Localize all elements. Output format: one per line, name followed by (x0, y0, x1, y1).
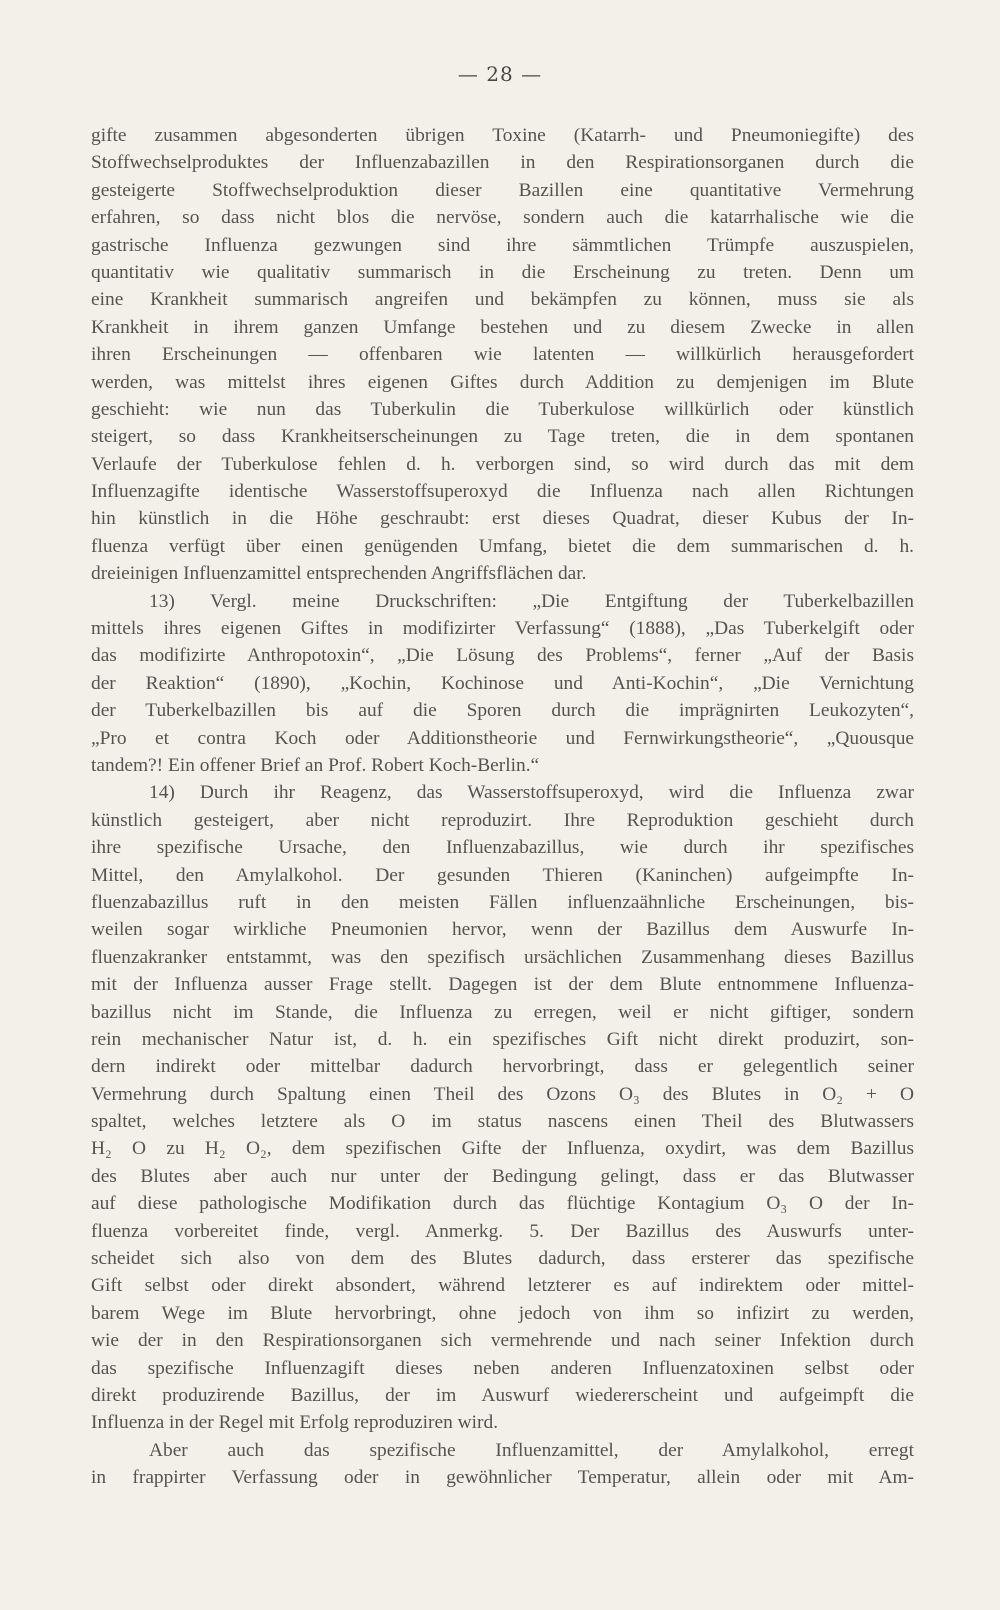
text-line: gifte zusammen abgesonderten übrigen Toxine (Katarrh- und Pneumoniegifte) des (91, 125, 914, 146)
text-line: bazillus nicht im Stande, die Influenza zu erregen, weil er nicht giftiger, sondern (91, 1001, 914, 1023)
text-line: in frappirter Verfassung oder in gewöhnlicher Temperatur, allein oder mit Am- (91, 1467, 914, 1489)
text-line: werden, was mittelst ihres eigenen Giftes durch Addition zu demjenigen im Blute (91, 371, 914, 393)
page-number: — 28 — (457, 62, 543, 86)
text-line: auf diese pathologische Modifikation durch das flüchtige Kontagium O₃ O der In- (91, 1193, 914, 1215)
text-line: künstlich gesteigert, aber nicht reproduzirt. Ihre Reproduktion geschieht durch (91, 809, 914, 831)
text-line: Aber auch das spezifische Influenzamittel, der Amylalkohol, erregt (149, 1439, 914, 1461)
text-line: der Tuberkelbazillen bis auf die Sporen durch die imprägnirten Leukozyten“, (91, 700, 914, 722)
text-line: dreieinigen Influenzamittel entsprechenden Angriffsflächen dar. (91, 563, 587, 585)
text-line: gesteigerte Stoffwechselproduktion dieser Bazillen eine quantitative Vermehrung (91, 179, 914, 201)
body-text (91, 122, 914, 1492)
text-line: der Reaktion“ (1890), „Kochin, Kochinose und Anti-Kochin“, „Die Vernichtung (91, 672, 914, 694)
text-line: Krankheit in ihrem ganzen Umfange bestehen und zu diesem Zwecke in allen (91, 316, 914, 338)
text-line: Gift selbst oder direkt absondert, während letzterer es auf indirektem oder mittel- (91, 1275, 914, 1297)
text-line: H₂ O zu H₂ O₂, dem spezifischen Gifte der Influenza, oxydirt, was dem Bazillus (91, 1138, 914, 1160)
text-line: 13) Vergl. meine Druckschriften: „Die Entgiftung der Tuberkelbazillen (149, 590, 914, 612)
text-line: spaltet, welches letztere als O im status nascens einen Theil des Blutwassers (91, 1111, 914, 1133)
text-line: eine Krankheit summarisch angreifen und bekämpfen zu können, muss sie als (91, 289, 914, 311)
text-line: dern indirekt oder mittelbar dadurch hervorbringt, dass er gelegentlich seiner (91, 1056, 914, 1078)
text-line: weilen sogar wirkliche Pneumonien hervor, wenn der Bazillus dem Auswurfe In- (91, 919, 914, 941)
text-line: geschieht: wie nun das Tuberkulin die Tuberkulose willkürlich oder künstlich (91, 398, 914, 420)
text-line: quantitativ wie qualitativ summarisch in die Erscheinung zu treten. Denn um (91, 261, 914, 283)
text-line: „Pro et contra Koch oder Additionstheorie und Fernwirkungstheorie“, „Quousque (91, 727, 914, 749)
text-line: rein mechanischer Natur ist, d. h. ein spezifisches Gift nicht direkt produzirt, son- (91, 1028, 914, 1050)
text-line: tandem?! Ein offener Brief an Prof. Robert Koch-Berlin.“ (91, 754, 540, 776)
text-line: Vermehrung durch Spaltung einen Theil des Ozons O₃ des Blutes in O₂ + O (91, 1083, 914, 1105)
text-line: das spezifische Influenzagift dieses neben anderen Influenzatoxinen selbst oder (91, 1357, 914, 1379)
text-line: gastrische Influenza gezwungen sind ihre sämmtlichen Trümpfe auszuspielen, (91, 234, 914, 256)
text-line: steigert, so dass Krankheitserscheinungen zu Tage treten, die in dem spontanen (91, 426, 914, 448)
text-line: scheidet sich also von dem des Blutes dadurch, dass ersterer das spezifische (91, 1248, 914, 1270)
text-line: barem Wege im Blute hervorbringt, ohne jedoch von ihm so infizirt zu werden, (91, 1302, 914, 1324)
text-line: ihre spezifische Ursache, den Influenzabazillus, wie durch ihr spezifisches (91, 837, 914, 859)
text-line: des Blutes aber auch nur unter der Bedingung gelingt, dass er das Blutwasser (91, 1165, 914, 1187)
text-line: fluenza vorbereitet finde, vergl. Anmerkg. 5. Der Bazillus des Auswurfs unter- (91, 1220, 914, 1242)
text-line: direkt produzirende Bazillus, der im Auswurf wiedererscheint und aufgeimpft die (91, 1384, 914, 1406)
text-line: fluenzakranker entstammt, was den spezifisch ursächlichen Zusammenhang dieses Bazillus (91, 946, 914, 968)
text-line: erfahren, so dass nicht blos die nervöse, sondern auch die katarrhalische wie die (91, 207, 914, 229)
text-line: Influenzagifte identische Wasserstoffsuperoxyd die Influenza nach allen Richtungen (91, 481, 914, 503)
text-line: mittels ihres eigenen Giftes in modifizirter Verfassung“ (1888), „Das Tuberkelgift oder (91, 618, 914, 640)
text-line: fluenzabazillus ruft in den meisten Fällen influenzaähnliche Erscheinungen, bis- (91, 891, 914, 913)
text-line: Mittel, den Amylalkohol. Der gesunden Thieren (Kaninchen) aufgeimpfte In- (91, 864, 914, 886)
text-line: ihren Erscheinungen — offenbaren wie latenten — willkürlich herausgefordert (91, 344, 914, 366)
text-line: hin künstlich in die Höhe geschraubt: erst dieses Quadrat, dieser Kubus der In- (91, 508, 914, 530)
text-line: wie der in den Respirationsorganen sich vermehrende und nach seiner Infektion durch (91, 1330, 914, 1352)
text-line: mit der Influenza ausser Frage stellt. Dagegen ist der dem Blute entnommene Influenza- (91, 974, 914, 996)
text-line: das modifizirte Anthropotoxin“, „Die Lösung des Problems“, ferner „Auf der Basis (91, 645, 914, 667)
text-line: Stoffwechselproduktes der Influenzabazillen in den Respirationsorganen durch die (91, 152, 914, 174)
text-line: fluenza verfügt über einen genügenden Umfang, bietet die dem summarischen d. h. (91, 535, 914, 557)
text-line: 14) Durch ihr Reagenz, das Wasserstoffsuperoxyd, wird die Influenza zwar (149, 782, 914, 804)
text-line: Verlaufe der Tuberkulose fehlen d. h. verborgen sind, so wird durch das mit dem (91, 453, 914, 475)
text-line: Influenza in der Regel mit Erfolg reproduziren wird. (91, 1412, 499, 1434)
